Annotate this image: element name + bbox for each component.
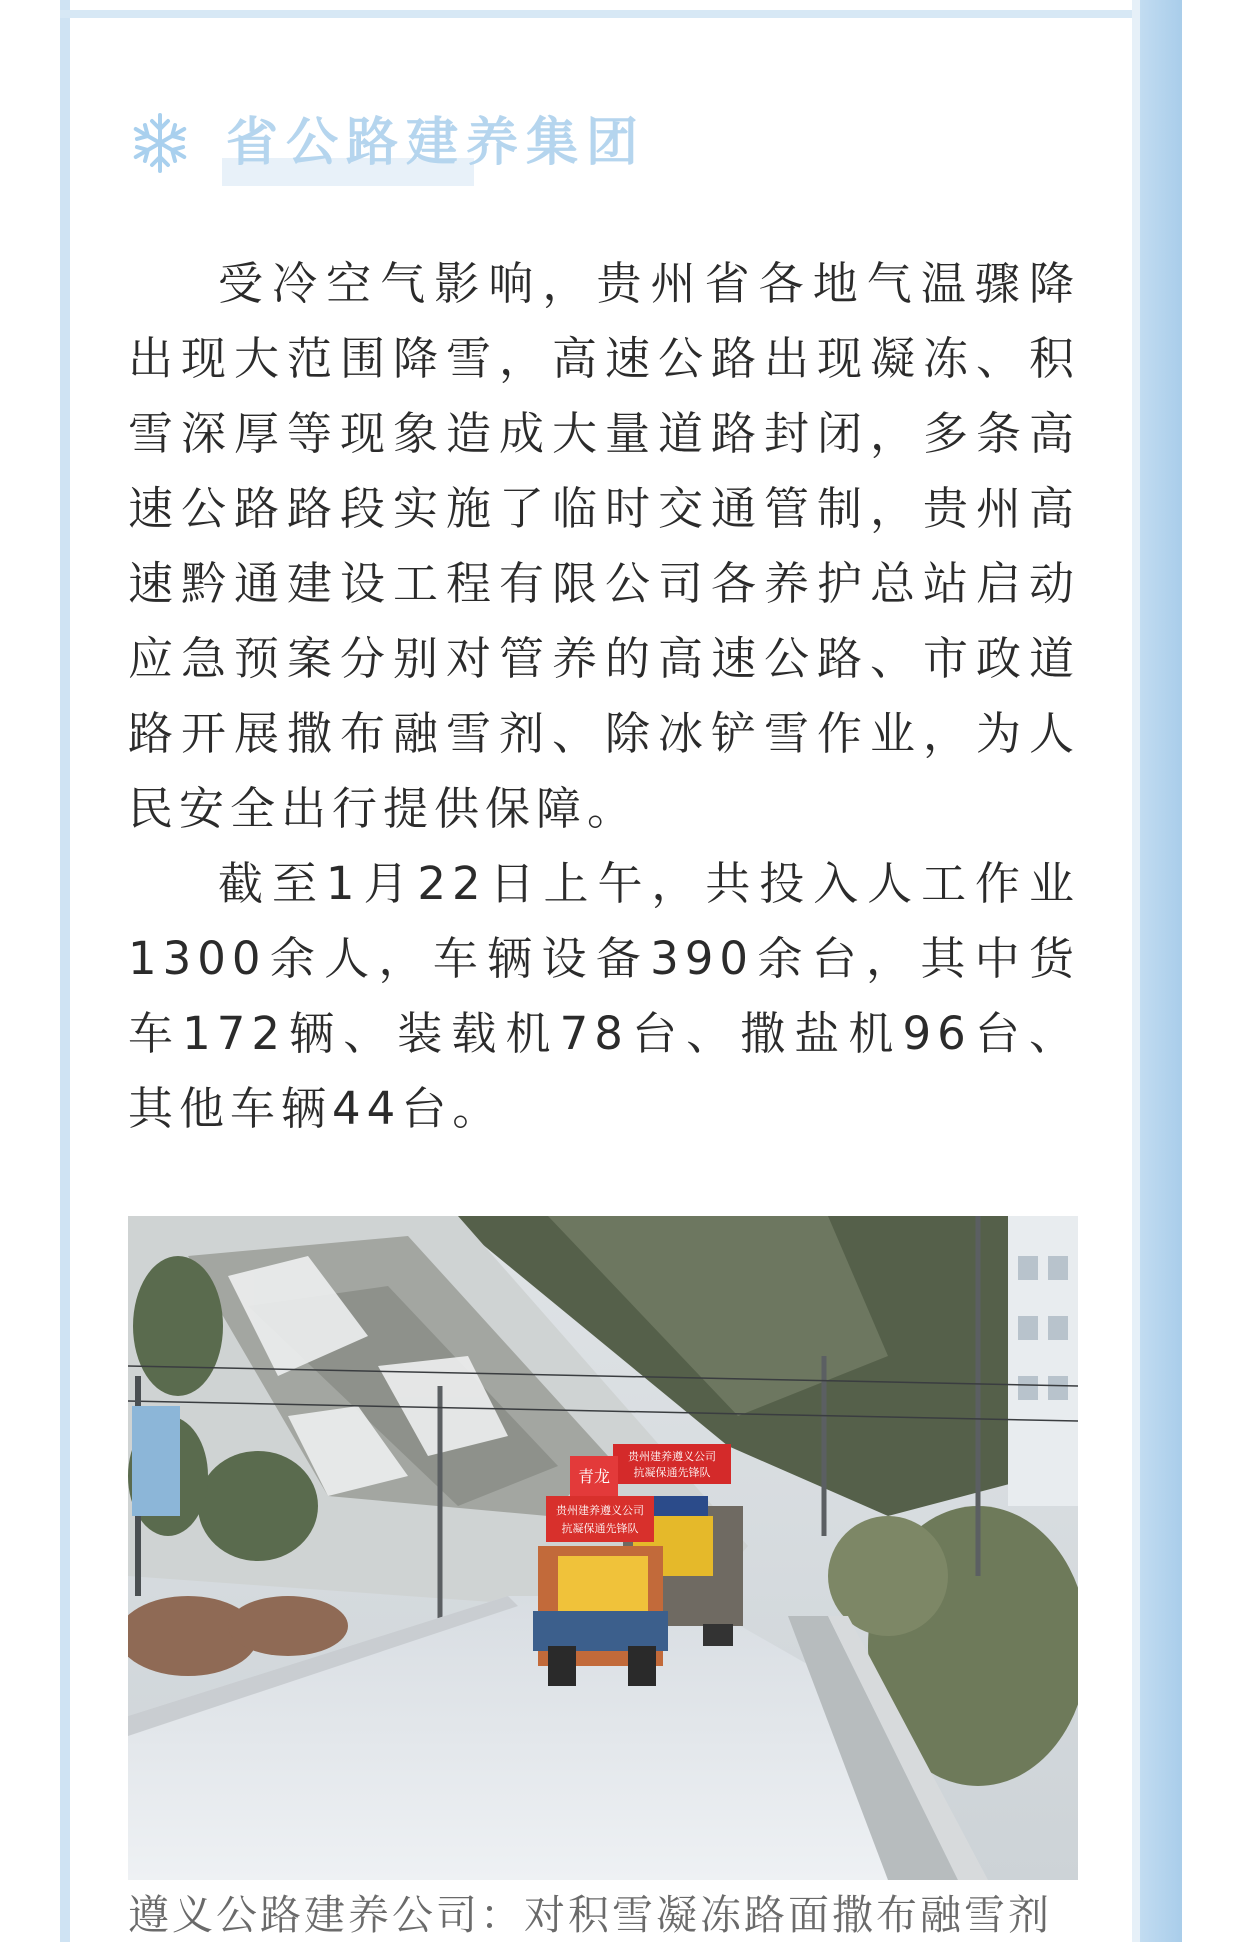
section-heading	[128, 108, 646, 178]
back-banner-line1: 贵州建养遵义公司	[628, 1450, 716, 1463]
article-paragraph: 截至1月22日上午，共投入人工作业1300余人，车辆设备390余台，其中货车172辆、装载机78台、撒盐机96台、其他车辆44台。	[128, 857, 1080, 1135]
front-banner-line1: 贵州建养遵义公司	[556, 1504, 644, 1517]
article-paragraph: 受冷空气影响，贵州省各地气温骤降出现大范围降雪，高速公路出现凝冻、积雪深厚等现象造成大量道路封闭，多条高速公路路段实施了临时交通管制，贵州高速黔通建设工程有限公司各养护总站启动应急预案分别对管养的高速公路、市政道路开展撒布融雪剂、除冰铲雪作业，为人民安全出行提供保障。	[128, 257, 1080, 835]
back-banner-line2: 抗凝保通先锋队	[633, 1466, 711, 1479]
frame-right-border	[1140, 0, 1182, 1942]
snow-road-scene	[128, 1216, 1078, 1880]
frame-right-inner	[1132, 0, 1140, 1942]
frame-top-border	[60, 10, 1140, 18]
article-body	[128, 246, 1080, 1146]
snowflake-icon	[128, 111, 192, 175]
section-title: 省公路建养集团	[226, 113, 647, 173]
photo-caption: 遵义公路建养公司：对积雪凝冻路面撒布融雪剂	[128, 1891, 1052, 1939]
roadside-sign-text: 青龙	[577, 1467, 611, 1486]
front-banner-line2: 抗凝保通先锋队	[561, 1522, 639, 1535]
frame-left-border	[60, 0, 70, 1942]
snow-road-photo	[128, 1216, 1078, 1880]
